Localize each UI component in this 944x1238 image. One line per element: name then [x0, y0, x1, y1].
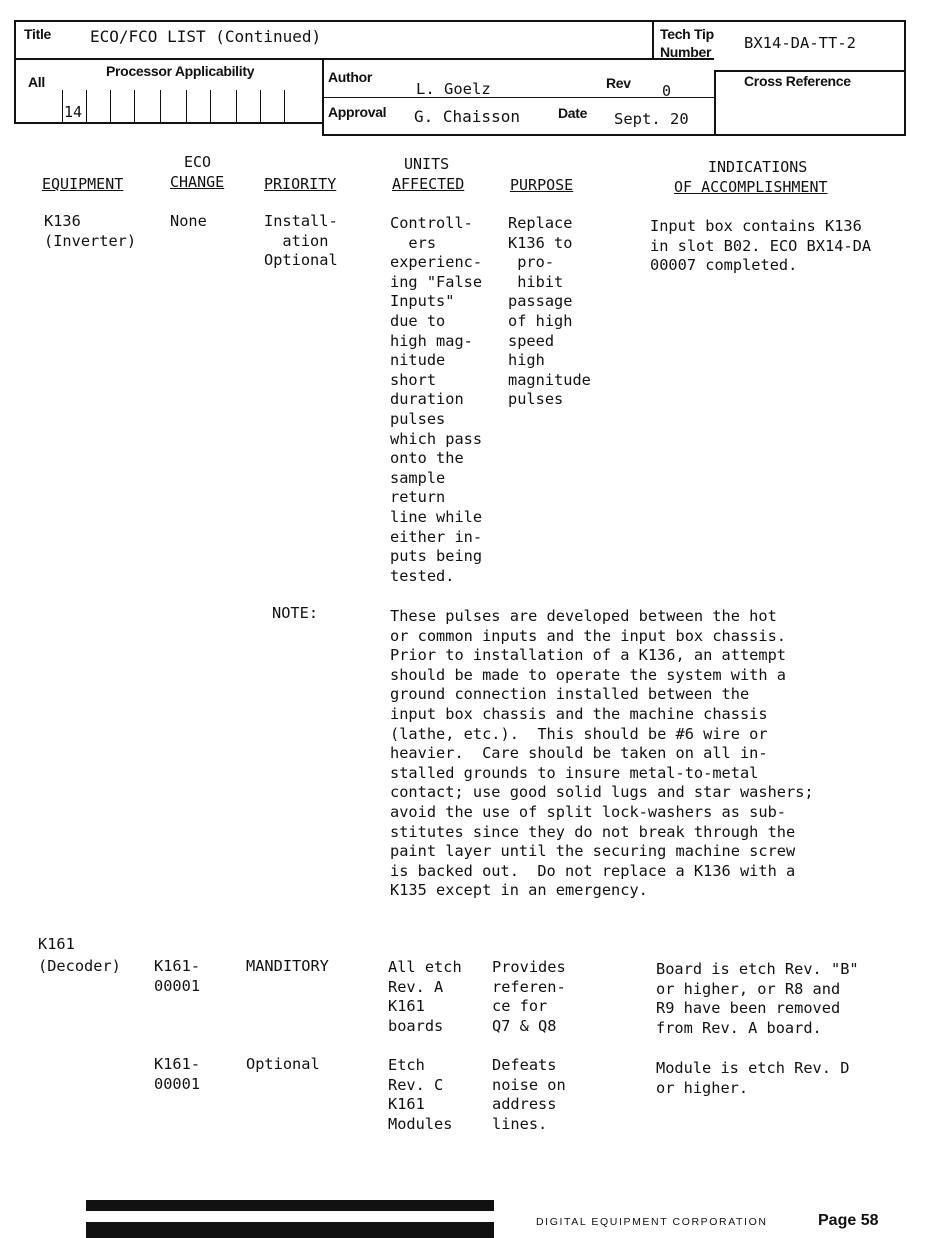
column-priority: PRIORITY	[264, 175, 337, 193]
k136-purpose: Replace K136 to pro- hibit passage of high speed high magnitude pulses	[508, 214, 591, 409]
k136-priority: Install- ation Optional	[264, 212, 338, 270]
k136-indications: Input box contains K136 in slot B02. ECO BX14-DA 00007 completed.	[650, 217, 872, 275]
date-label: Date	[558, 105, 588, 121]
title-value: ECO/FCO LIST (Continued)	[90, 27, 322, 46]
processor-applicability-label: Processor Applicability	[106, 63, 255, 79]
company-name: DIGITAL EQUIPMENT CORPORATION	[536, 1216, 768, 1228]
author-value: L. Goelz	[416, 80, 491, 98]
column-purpose: PURPOSE	[510, 176, 574, 194]
k161-label: K161	[38, 935, 75, 953]
k161-b-eco: K161- 00001	[154, 1055, 201, 1093]
column-eco-top: ECO	[184, 153, 212, 171]
k161-a-units: All etch Rev. A K161 boards	[388, 958, 462, 1035]
k161-a-eco: K161- 00001	[154, 957, 201, 995]
rev-label: Rev	[606, 75, 631, 91]
processor-value: 14	[64, 103, 83, 121]
k136-equipment: K136 (Inverter)	[44, 212, 137, 250]
author-label: Author	[328, 69, 373, 85]
k161-b-purpose: Defeats noise on address lines.	[492, 1056, 566, 1133]
k161-a-indications: Board is etch Rev. "B" or higher, or R8 and R9 have been removed from Rev. A board.	[656, 960, 859, 1037]
k161-equipment: (Decoder)	[38, 957, 121, 975]
k161-a-purpose: Provides referen- ce for Q7 & Q8	[492, 958, 566, 1035]
column-indications-top: INDICATIONS	[708, 158, 808, 176]
column-indications-bottom: OF ACCOMPLISHMENT	[674, 178, 828, 196]
note-label: NOTE:	[272, 604, 319, 622]
note-text: These pulses are developed between the hot or common inputs and the input box chassis. Prior to installation of a K136, an attempt should be made to operate the system with a ground connection installed between the input box chassis and the machine chassis (lathe, etc.). This should be #6 wire or heavier. Care should be taken on all in- stalled grounds to insure metal-to-metal contact; use good solid lugs and star washers; avoid the use of split lock-washers as sub- stitutes since they do not break through the paint layer until the securing machine screw is backed out. Do not replace a K136 with a K135 except in an emergency.	[390, 607, 814, 900]
k161-a-priority: MANDITORY	[246, 957, 329, 975]
k136-units: Controll- ers experienc- ing "False Inputs" due to high mag- nitude short duration pulses which pass onto the sample return line while either in- puts being tested.	[390, 214, 483, 585]
page-number: Page 58	[818, 1212, 879, 1229]
company-confidential-stamp-top	[86, 1200, 494, 1211]
approval-value: G. Chaisson	[414, 107, 520, 126]
k161-b-units: Etch Rev. C K161 Modules	[388, 1056, 453, 1133]
tech-tip-number: BX14-DA-TT-2	[744, 34, 856, 52]
all-label: All	[28, 74, 45, 90]
date-value: Sept. 20	[614, 110, 689, 128]
tech-tip-label-line1: Tech Tip	[660, 26, 714, 42]
k136-eco: None	[170, 212, 207, 230]
approval-label: Approval	[328, 104, 387, 120]
tech-tip-label	[660, 25, 714, 61]
tech-tip-label-line2: Number	[660, 44, 712, 60]
rev-value: 0	[662, 82, 672, 100]
column-units-affected: AFFECTED	[392, 175, 465, 193]
company-confidential-stamp-bottom	[86, 1222, 494, 1238]
column-equipment: EQUIPMENT	[42, 175, 124, 193]
k161-b-indications: Module is etch Rev. D or higher.	[656, 1059, 850, 1097]
cross-reference-label: Cross Reference	[744, 73, 851, 89]
k161-b-priority: Optional	[246, 1055, 320, 1073]
title-label: Title	[24, 26, 52, 42]
column-eco-change: CHANGE	[170, 173, 225, 191]
column-units-top: UNITS	[404, 155, 450, 173]
